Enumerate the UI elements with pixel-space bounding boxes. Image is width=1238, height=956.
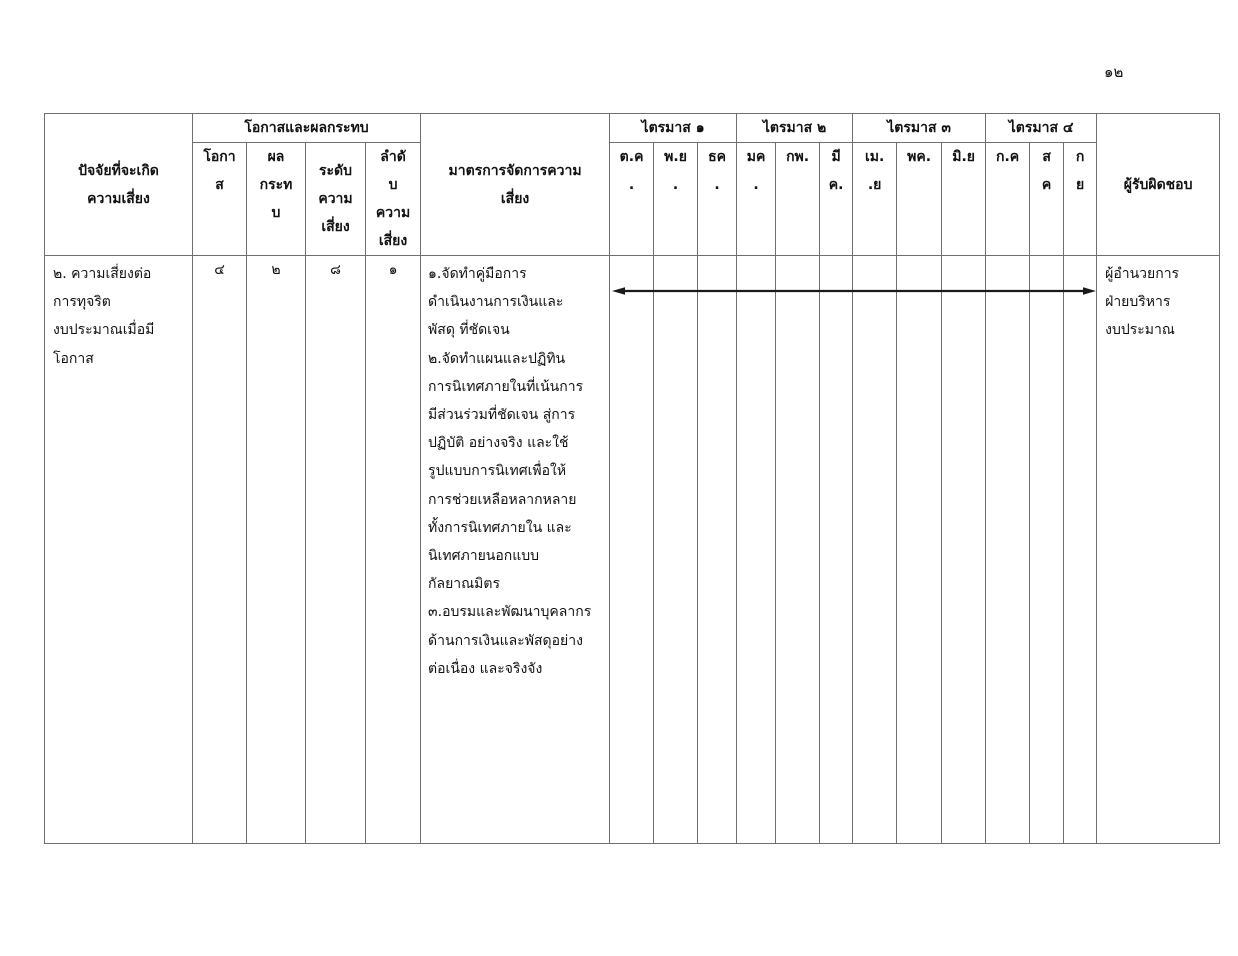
header-month-feb: กพ. <box>776 143 820 256</box>
header-month-oct: ต.ค . <box>610 143 654 256</box>
header-measures: มาตรการจัดการความ เสี่ยง <box>421 114 610 256</box>
header-risk-factor: ปัจจัยที่จะเกิด ความเสี่ยง <box>45 114 193 256</box>
cell-month-may <box>897 256 942 844</box>
header-month-jul: ก.ค <box>986 143 1030 256</box>
cell-month-jan <box>737 256 776 844</box>
header-month-mar: มี ค. <box>820 143 853 256</box>
cell-risk-order: ๑ <box>366 256 421 844</box>
header-quarter-4: ไตรมาส ๔ <box>986 114 1097 143</box>
header-quarter-1: ไตรมาส ๑ <box>610 114 737 143</box>
cell-month-sep <box>1064 256 1097 844</box>
risk-management-table <box>44 113 1220 844</box>
header-quarter-2: ไตรมาส ๒ <box>737 114 853 143</box>
cell-month-jul <box>986 256 1030 844</box>
cell-month-nov <box>654 256 698 844</box>
cell-impact: ๒ <box>247 256 306 844</box>
cell-month-jun <box>942 256 986 844</box>
cell-month-oct <box>610 256 654 844</box>
cell-month-feb <box>776 256 820 844</box>
cell-measures: ๑.จัดทำคู่มือการ ดำเนินงานการเงินและ พัสดุ ที่ชัดเจน ๒.จัดทำแผนและปฏิทิน การนิเทศภายในที่เน้นการ มีส่วนร่วมที่ชัดเจน สู่การ ปฏิบัติ อย่างจริง และใช้ รูปแบบการนิเทศเพื่อให้ การช่วยเหลือหลากหลาย ทั้งการนิเทศภายใน และ นิเทศภายนอกแบบ กัลยาณมิตร ๓.อบรมและพัฒนาบุคลากร ด้านการเงินและพัสดุอย่าง ต่อเนื่อง และจริงจัง <box>421 256 610 844</box>
cell-chance: ๔ <box>193 256 247 844</box>
cell-risk-level: ๘ <box>306 256 366 844</box>
header-impact: ผล กระท บ <box>247 143 306 256</box>
header-month-may: พค. <box>897 143 942 256</box>
cell-risk-factor: ๒. ความเสี่ยงต่อ การทุจริต งบประมาณเมื่อมี โอกาส <box>45 256 193 844</box>
header-responsible: ผู้รับผิดชอบ <box>1097 114 1220 256</box>
header-month-nov: พ.ย . <box>654 143 698 256</box>
header-month-aug: ส ค <box>1030 143 1064 256</box>
header-risk-level: ระดับ ความ เสี่ยง <box>306 143 366 256</box>
header-chance-impact: โอกาสและผลกระทบ <box>193 114 421 143</box>
header-chance: โอกา ส <box>193 143 247 256</box>
cell-month-mar <box>820 256 853 844</box>
cell-responsible: ผู้อำนวยการ ฝ่ายบริหาร งบประมาณ <box>1097 256 1220 844</box>
header-month-jan: มค . <box>737 143 776 256</box>
cell-month-apr <box>853 256 897 844</box>
header-month-jun: มิ.ย <box>942 143 986 256</box>
header-risk-order: ลำดั บ ความ เสี่ยง <box>366 143 421 256</box>
header-quarter-3: ไตรมาส ๓ <box>853 114 986 143</box>
cell-month-aug <box>1030 256 1064 844</box>
page-number: ๑๒ <box>1104 63 1124 81</box>
cell-month-dec <box>698 256 737 844</box>
header-month-sep: ก ย <box>1064 143 1097 256</box>
header-month-dec: ธค . <box>698 143 737 256</box>
header-month-apr: เม. .ย <box>853 143 897 256</box>
